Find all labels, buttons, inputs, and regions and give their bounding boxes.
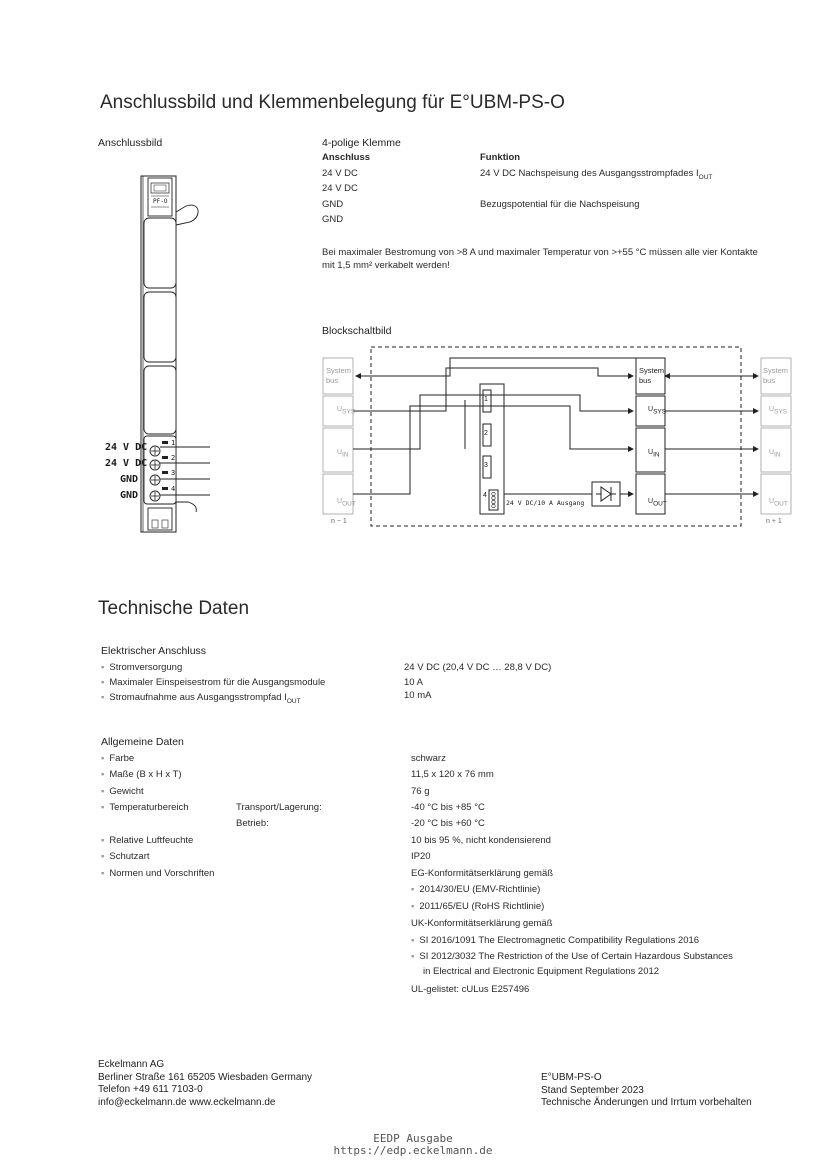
elektrisch-title: Elektrischer Anschluss bbox=[101, 645, 207, 657]
klemme-note-2: mit 1,5 mm² verkabelt werden! bbox=[322, 260, 450, 271]
module-top-label: PF-O bbox=[153, 198, 168, 205]
ul-listed: UL-gelistet: cULus E257496 bbox=[411, 984, 530, 995]
center-u-out: $U_{OUT}$ bbox=[648, 498, 667, 508]
right-system-bus: System bus bbox=[763, 366, 789, 385]
klemme-anschluss-2: 24 V DC bbox=[322, 183, 358, 194]
terminal-label-2: 24 V DC bbox=[105, 458, 148, 469]
terminal-num-1: 1 bbox=[171, 439, 176, 447]
eedp-stamp: EEDP Ausgabe https://edp.eckelmann.de bbox=[333, 1132, 493, 1157]
schutz-key: ▪ Schutzart bbox=[101, 851, 150, 862]
right-u-out: $U_{OUT}$ bbox=[769, 498, 788, 508]
eg-konformitaet: EG-Konformitätserklärung gemäß bbox=[411, 868, 554, 879]
feuchte-value: 10 bis 95 %, nicht kondensierend bbox=[411, 835, 551, 846]
terminal-num-2: 2 bbox=[171, 454, 176, 462]
temp-key: ▪ Temperaturbereich bbox=[101, 802, 189, 813]
ausgang-label: 24 V DC/10 A Ausgang bbox=[506, 499, 585, 507]
center-u-sys: $U_{SYS}$ bbox=[648, 406, 667, 416]
eg-item-2: ▪ 2011/65/EU (RoHS Richtlinie) bbox=[411, 901, 545, 912]
right-u-sys: $U_{SYS}$ bbox=[769, 406, 788, 416]
terminal-label-3: GND bbox=[120, 474, 139, 485]
footer-product: E°UBM-PS-O Stand September 2023 Technische Änderungen und Irrtum vorbehalten bbox=[541, 1072, 752, 1108]
module-drawing bbox=[100, 172, 215, 537]
uk-item-2-cont: in Electrical and Electronic Equipment Regulations 2012 bbox=[423, 966, 660, 977]
feuchte-key: ▪ Relative Luftfeuchte bbox=[101, 835, 194, 846]
center-u-in: $U_{IN}$ bbox=[648, 449, 660, 459]
elektrisch-row-2: ▪ Maximaler Einspeisestrom für die Ausgangsmodule bbox=[101, 677, 326, 688]
elektrisch-value-2: 10 A bbox=[404, 677, 424, 688]
left-system-bus: System bus bbox=[326, 366, 352, 385]
klemme-col-funktion: Funktion bbox=[480, 152, 521, 163]
masse-value: 11,5 x 120 x 76 mm bbox=[411, 769, 494, 780]
klemme-anschluss-1: 24 V DC bbox=[322, 168, 358, 179]
n-minus-label: n − 1 bbox=[331, 518, 347, 525]
slot-3: 3 bbox=[484, 462, 488, 469]
temp-transport-value: -40 °C bis +85 °C bbox=[411, 802, 485, 813]
gewicht-key: ▪ Gewicht bbox=[101, 786, 144, 797]
normen-key: ▪ Normen und Vorschriften bbox=[101, 868, 215, 879]
klemme-anschluss-4: GND bbox=[322, 214, 344, 225]
allgemein-title: Allgemeine Daten bbox=[101, 736, 184, 748]
klemme-funktion-1: 24 V DC Nachspeisung des Ausgangsstrompfades $I_{OUT}$ bbox=[480, 168, 713, 181]
blockschaltbild-title: Blockschaltbild bbox=[322, 325, 392, 337]
elektrisch-row-1: ▪ Stromversorgung bbox=[101, 662, 183, 673]
elektrisch-value-3: 10 mA bbox=[404, 690, 432, 701]
anschlussbild-label: Anschlussbild bbox=[98, 137, 163, 149]
slot-2: 2 bbox=[484, 430, 488, 437]
eg-item-1: ▪ 2014/30/EU (EMV-Richtlinie) bbox=[411, 884, 541, 895]
klemme-col-anschluss: Anschluss bbox=[322, 152, 371, 163]
temp-betrieb-value: -20 °C bis +60 °C bbox=[411, 818, 485, 829]
temp-transport-label: Transport/Lagerung: bbox=[236, 802, 322, 813]
terminal-num-3: 3 bbox=[171, 469, 176, 477]
schutz-value: IP20 bbox=[411, 851, 431, 862]
uk-item-2: ▪ SI 2012/3032 The Restriction of the Use of Certain Hazardous Substances bbox=[411, 951, 733, 962]
temp-betrieb-label: Betrieb: bbox=[236, 818, 269, 829]
left-u-in: $U_{IN}$ bbox=[337, 449, 349, 459]
uk-konformitaet: UK-Konformitätserklärung gemäß bbox=[411, 918, 553, 929]
terminal-label-1: 24 V DC bbox=[105, 442, 148, 453]
klemme-anschluss-3: GND bbox=[322, 199, 344, 210]
klemme-funktion-3: Bezugspotential für die Nachspeisung bbox=[480, 199, 640, 210]
slot-1: 1 bbox=[484, 396, 488, 403]
page-title: Anschlussbild und Klemmenbelegung für E°UBM-PS-O bbox=[100, 92, 565, 113]
masse-key: ▪ Maße (B x H x T) bbox=[101, 769, 182, 780]
tech-title: Technische Daten bbox=[98, 598, 250, 619]
farbe-value: schwarz bbox=[411, 753, 446, 764]
right-u-in: $U_{IN}$ bbox=[769, 449, 781, 459]
uk-item-1: ▪ SI 2016/1091 The Electromagnetic Compatibility Regulations 2016 bbox=[411, 935, 700, 946]
farbe-key: ▪ Farbe bbox=[101, 753, 135, 764]
klemme-note-1: Bei maximaler Bestromung von >8 A und maximaler Temperatur von >+55 °C müssen alle vier Kontakte bbox=[322, 247, 758, 258]
footer-company: Eckelmann AG Berliner Straße 161 65205 Wiesbaden Germany Telefon +49 611 7103-0 info@eckelmann.de www.eckelmann.de bbox=[98, 1059, 313, 1108]
klemme-title: 4-polige Klemme bbox=[322, 137, 401, 149]
left-u-out: $U_{OUT}$ bbox=[337, 498, 356, 508]
n-plus-label: n + 1 bbox=[766, 518, 782, 525]
slot-4: 4 bbox=[483, 492, 487, 499]
gewicht-value: 76 g bbox=[411, 786, 430, 797]
terminal-label-4: GND bbox=[120, 490, 139, 501]
elektrisch-row-3: ▪ Stromaufnahme aus Ausgangsstrompfad $I_{OUT}$ bbox=[101, 692, 301, 705]
center-system-bus: System bus bbox=[639, 366, 665, 385]
left-u-sys: $U_{SYS}$ bbox=[337, 406, 356, 416]
terminal-num-4: 4 bbox=[171, 485, 176, 493]
elektrisch-value-1: 24 V DC (20,4 V DC … 28,8 V DC) bbox=[404, 662, 552, 673]
